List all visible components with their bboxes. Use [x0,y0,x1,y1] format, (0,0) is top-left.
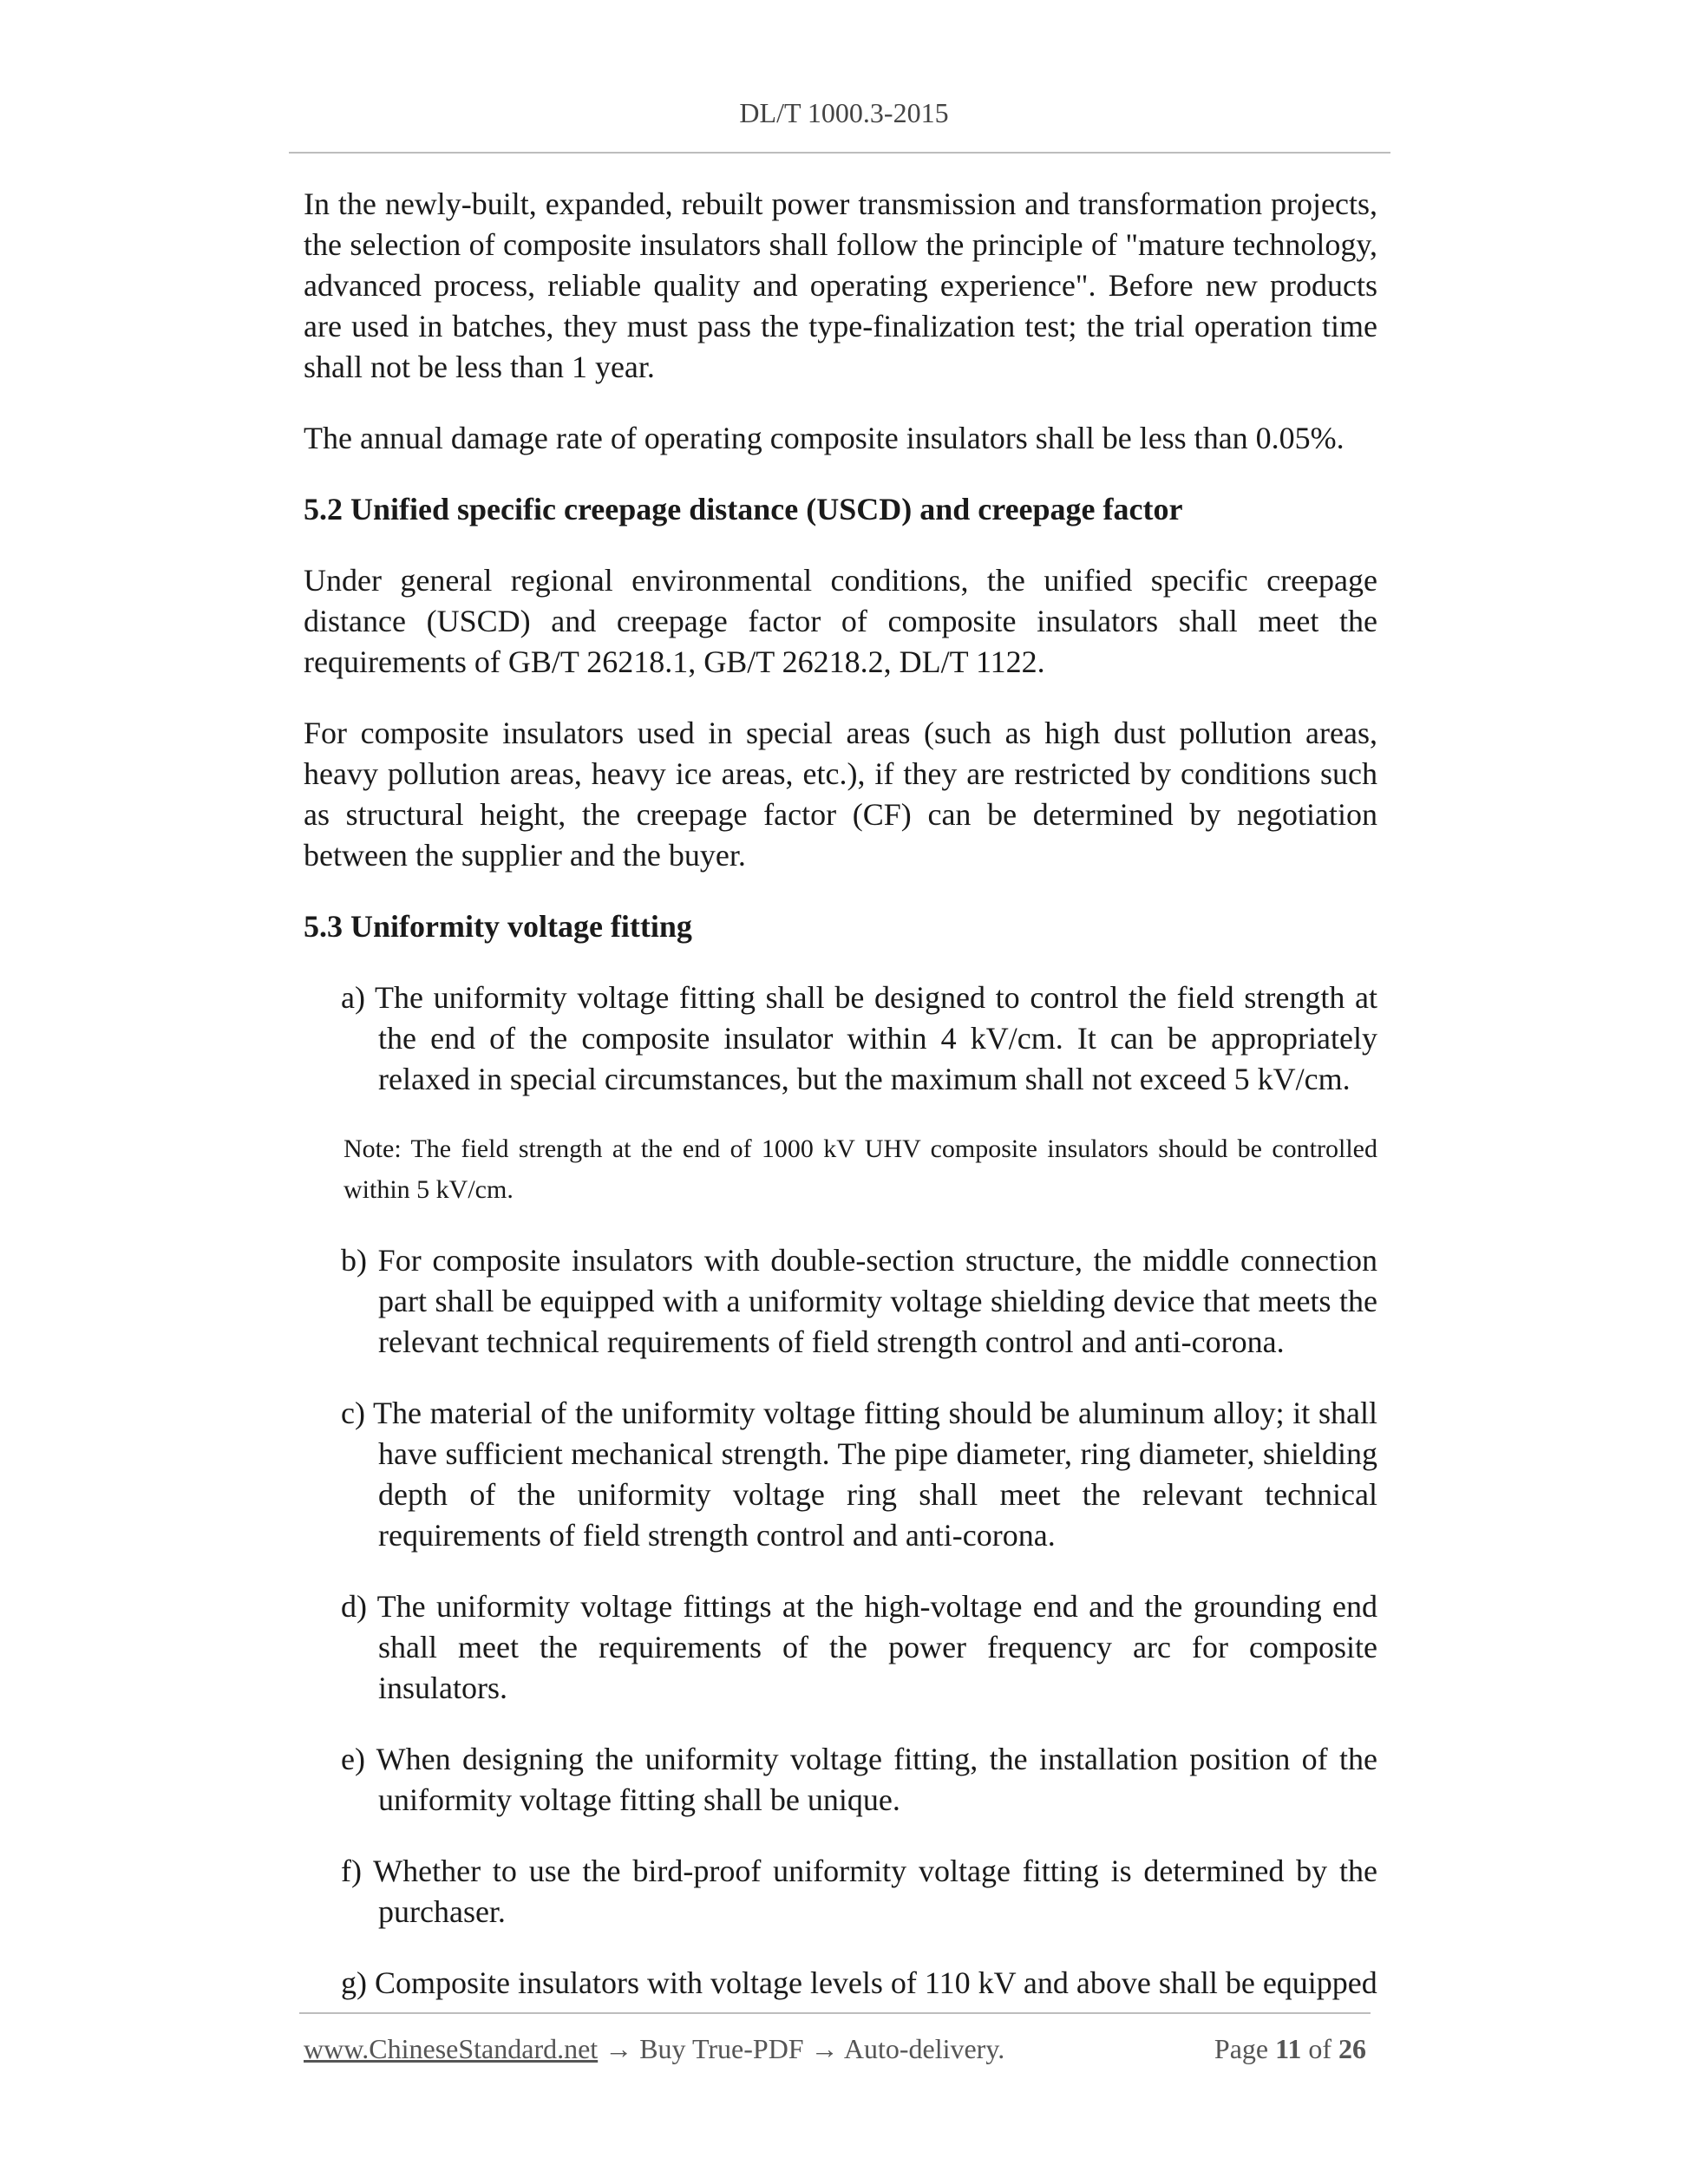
section-heading-5-3: 5.3 Uniformity voltage fitting [304,909,692,944]
list-item-e: e) When designing the uniformity voltage fitting, the installation position of the uniformity voltage fitting shall be unique. [341,1742,1377,1817]
list-item-c: c) The material of the uniformity voltage fitting should be aluminum alloy; it shall have sufficient mechanical strength. The pipe diameter, ring diameter, shielding depth of the uniformity voltage ring shall meet the relevant technical requirements of field strength control and anti-corona. [341,1396,1377,1553]
document-code-header: DL/T 1000.3-2015 [739,97,949,128]
page-footer [304,2033,1371,2065]
page-number [1214,2033,1366,2065]
list-item-a: a) The uniformity voltage fitting shall be designed to control the field strength at the end of the composite insulator within 4 kV/cm. It can be appropriately relaxed in special circumstances, but the maximum shall not exceed 5 kV/cm. [341,980,1377,1096]
footer-divider [299,2012,1371,2014]
section-heading-5-2: 5.2 Unified specific creepage distance (USCD) and creepage factor [304,492,1183,526]
list-item-f: f) Whether to use the bird-proof uniformity voltage fitting is determined by the purchaser. [341,1854,1377,1929]
page-content [304,184,1377,2034]
of-label: of [1301,2033,1338,2064]
list-item-g: g) Composite insulators with voltage levels of 110 kV and above shall be equipped [341,1965,1377,2000]
total-pages-number: 26 [1338,2033,1366,2064]
footer-promo-text: → Buy True-PDF → Auto-delivery. [598,2033,1005,2064]
page-label: Page [1214,2033,1276,2064]
paragraph-damage-rate: The annual damage rate of operating composite insulators shall be less than 0.05%. [304,421,1345,455]
list-item-d: d) The uniformity voltage fittings at the high-voltage end and the grounding end shall meet the requirements of the power frequency arc for composite insulators. [341,1589,1377,1705]
paragraph-uscd-requirements: Under general regional environmental conditions, the unified specific creepage distance (USCD) and creepage factor of composite insulators shall meet the requirements of GB/T 26218.1, GB/T 26218.2, DL/T 1122. [304,563,1377,679]
header-divider [289,152,1390,154]
website-link[interactable]: www.ChineseStandard.net [304,2033,599,2064]
current-page-number: 11 [1275,2033,1302,2064]
paragraph-selection-principle: In the newly-built, expanded, rebuilt power transmission and transformation projects, the selection of composite insulators shall follow the principle of "mature technology, advanced process, reliable quality and operating experience". Before new products are used in batches, they must pass the type-finalization test; the trial operation time shall not be less than 1 year. [304,186,1377,384]
list-item-b: b) For composite insulators with double-section structure, the middle connection part shall be equipped with a uniformity voltage shielding device that meets the relevant technical requirements of field strength control and anti-corona. [341,1243,1377,1359]
note-uhv-field-strength: Note: The field strength at the end of 1000 kV UHV composite insulators should be controlled within 5 kV/cm. [343,1135,1377,1204]
paragraph-special-areas: For composite insulators used in special areas (such as high dust pollution areas, heavy pollution areas, heavy ice areas, etc.), if they are restricted by conditions such as structural height, the creepage factor (CF) can be determined by negotiation between the supplier and the buyer. [304,716,1377,873]
